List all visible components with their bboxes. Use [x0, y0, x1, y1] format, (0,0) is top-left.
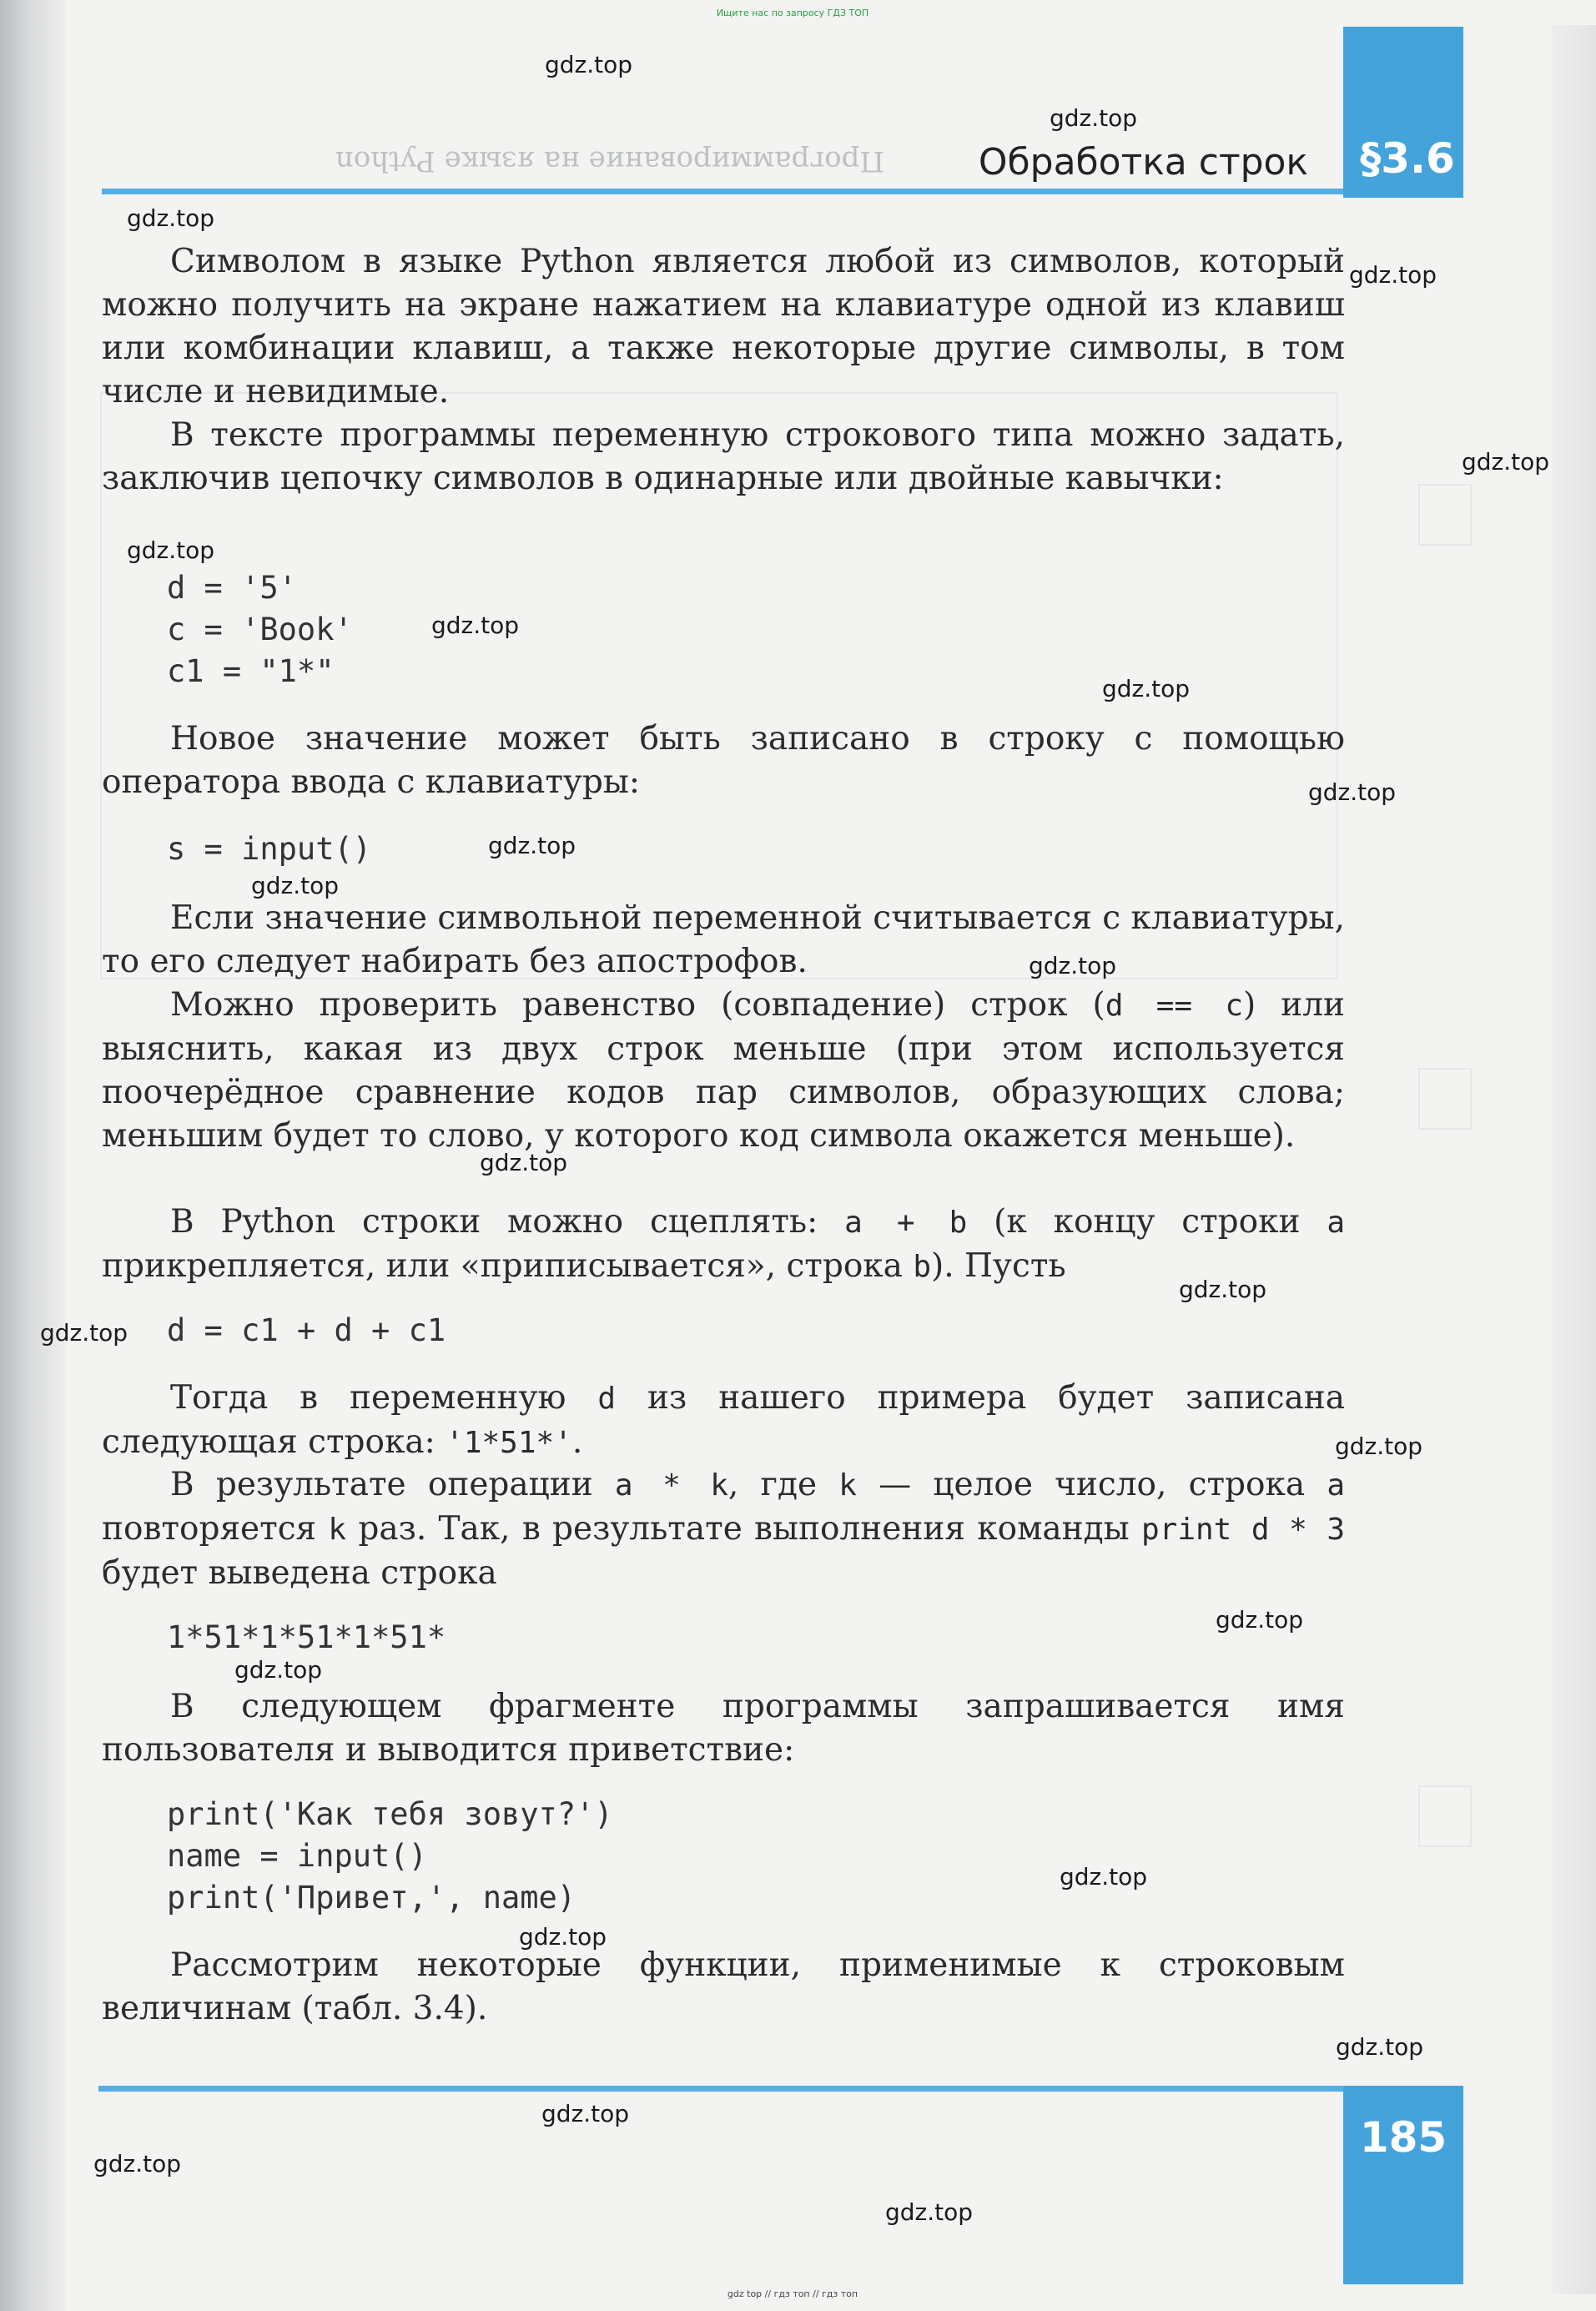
top-note: Ищите нас по запросу ГДЗ ТОП [716, 8, 869, 18]
watermark: gdz.top [545, 51, 633, 78]
paragraph-repeat-c: — целое число, строка [856, 1466, 1327, 1503]
code-greeting-l3: print('Привет,', name) [167, 1880, 576, 1916]
watermark: gdz.top [431, 612, 520, 639]
watermark: gdz.top [1336, 2033, 1424, 2061]
paragraph-functions: Рассмотрим некоторые функции, применимые к строковым величинам (табл. 3.4). [102, 1946, 1345, 2027]
paragraph-repeat-b: , где [728, 1466, 839, 1503]
paragraph-string-variable: В тексте программы переменную строкового типа можно задать, заключив цепочку символов в одинарные или двойные кавычки: [102, 416, 1345, 497]
page-gutter-shadow [0, 0, 65, 2311]
inline-code-compare: d == c [1105, 989, 1244, 1023]
watermark: gdz.top [541, 2100, 630, 2127]
watermark: gdz.top [127, 536, 215, 564]
code-assign-c: c = 'Book' [167, 612, 353, 647]
inline-code-d: d [597, 1382, 617, 1416]
code-assign-c1: c1 = "1*" [167, 653, 335, 689]
watermark: gdz.top [488, 832, 576, 859]
paragraph-symbols: Символом в языке Python является любой из символов, который можно получить на экране нажатием на клавиатуре одной из клавиш или комбинации клавиш, а также некоторые другие символы, в том числе и невидимые. [102, 243, 1345, 410]
inline-code-print: print d * 3 [1140, 1513, 1345, 1547]
bleed-through-marker-3 [1418, 1785, 1472, 1847]
mirrored-bleed-title: Программирование на языке Python [335, 144, 884, 178]
code-input: s = input() [167, 831, 372, 867]
paragraph-repeat [102, 1463, 1345, 1595]
page-right-edge [1552, 25, 1596, 2294]
code-assign-d: d = '5' [167, 570, 297, 606]
bottom-rule [98, 2086, 1343, 2092]
inline-code-a-times-k: a * k [614, 1468, 728, 1503]
bleed-through-marker-2 [1418, 1068, 1472, 1130]
paragraph-input: Новое значение может быть записано в строку с помощью оператора ввода с клавиатуры: [102, 720, 1345, 801]
paragraph-compare [102, 984, 1345, 1158]
bleed-through-marker [1418, 484, 1472, 546]
bottom-note: gdz top // гдз топ // гдз топ [727, 2288, 858, 2299]
paragraph-result-b: из нашего примера будет записана следующая строка: [102, 1379, 1346, 1461]
watermark: gdz.top [1060, 1863, 1148, 1891]
title-rule [102, 189, 1343, 194]
paragraph-repeat-a: В результате операции [170, 1466, 615, 1503]
paragraph-repeat-d: повторяется [102, 1510, 329, 1548]
watermark: gdz.top [40, 1319, 128, 1347]
paragraph-compare-a: Можно проверить равенство (совпадение) строк ( [170, 986, 1105, 1024]
watermark: gdz.top [1029, 952, 1117, 979]
watermark: gdz.top [93, 2150, 182, 2178]
inline-code-a-2: a [1327, 1468, 1345, 1503]
watermark: gdz.top [1335, 1432, 1423, 1460]
paragraph-result-a: Тогда в переменную [170, 1379, 598, 1417]
code-repeat-result: 1*51*1*51*1*51* [167, 1619, 446, 1655]
page-title: Обработка строк [978, 141, 1308, 184]
paragraph-greeting: В следующем фрагменте программы запрашивается имя пользователя и выводится приветствие: [102, 1688, 1345, 1769]
watermark: gdz.top [885, 2198, 974, 2226]
paragraph-result-c: . [571, 1423, 583, 1461]
paragraph-compare-b: ) или выяснить, какая из двух строк меньше (при этом используется поочерёдное сравнение кодов пар символов, образующих слова; меньшим будет то слово, у которого код символа окажется меньше). [102, 986, 1346, 1155]
inline-code-result-string: '1*51*' [446, 1426, 572, 1460]
watermark: gdz.top [127, 204, 215, 232]
paragraph-concat-d: ). Пусть [931, 1247, 1066, 1285]
watermark: gdz.top [1349, 261, 1437, 289]
code-concat: d = c1 + d + c1 [167, 1312, 446, 1348]
watermark: gdz.top [1216, 1606, 1304, 1634]
code-greeting-l1: print('Как тебя зовут?') [167, 1796, 613, 1832]
watermark: gdz.top [480, 1149, 568, 1176]
paragraph-result-concat [102, 1377, 1345, 1465]
inline-code-b: b [913, 1250, 932, 1284]
watermark: gdz.top [1179, 1276, 1267, 1303]
paragraph-repeat-e: раз. Так, в результате выполнения команды [346, 1510, 1141, 1548]
code-greeting-l2: name = input() [167, 1838, 427, 1874]
paragraph-repeat-f: будет выведена строка [102, 1554, 497, 1592]
page-number: 185 [1359, 2113, 1447, 2162]
watermark: gdz.top [1050, 104, 1138, 132]
watermark: gdz.top [1308, 778, 1397, 806]
paragraph-concat-a: В Python строки можно сцеплять: [170, 1203, 845, 1241]
watermark: gdz.top [251, 872, 340, 899]
paragraph-apostrophes: Если значение символьной переменной считывается с клавиатуры, то его следует набирать без апострофов. [102, 899, 1345, 980]
inline-code-k-2: k [328, 1513, 347, 1547]
paragraph-concat-c: прикрепляется, или «приписывается», строка [102, 1247, 914, 1285]
inline-code-k: k [838, 1468, 857, 1503]
inline-code-a-plus-b: a + b [844, 1206, 968, 1240]
paragraph-concat-b: (к концу строки [967, 1203, 1327, 1241]
watermark: gdz.top [519, 1923, 607, 1951]
inline-code-a: a [1327, 1206, 1345, 1240]
watermark: gdz.top [1462, 448, 1550, 476]
watermark: gdz.top [1102, 675, 1191, 702]
paragraph-concat [102, 1201, 1345, 1289]
section-number: §3.6 [1360, 134, 1455, 183]
watermark: gdz.top [234, 1656, 323, 1684]
